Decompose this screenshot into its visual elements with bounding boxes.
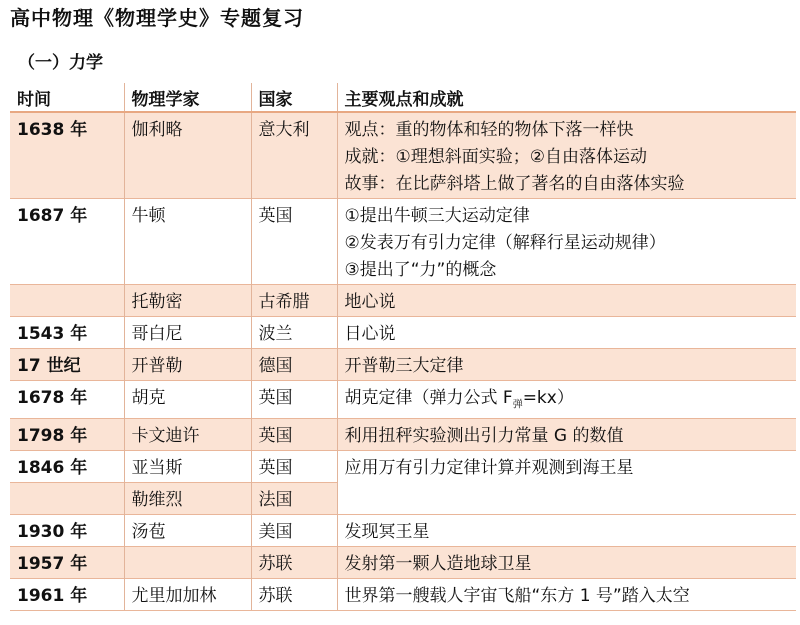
- country-cell: 古希腊: [251, 285, 337, 317]
- table-row: [10, 317, 796, 349]
- achievement-cell: 发射第一颗人造地球卫星: [337, 547, 796, 579]
- table-row: [10, 349, 796, 381]
- physics-history-table: [10, 83, 796, 611]
- year-cell: 1846 年: [10, 451, 124, 483]
- achievement-line: 观点：重的物体和轻的物体下落一样快: [344, 120, 634, 140]
- country-cell: 英国: [251, 451, 337, 483]
- year-cell: 1687 年: [10, 199, 124, 285]
- achievement-cell: 开普勒三大定律: [337, 349, 796, 381]
- country-cell: 苏联: [251, 579, 337, 611]
- year-cell: 1930 年: [10, 515, 124, 547]
- country-cell: 苏联: [251, 547, 337, 579]
- country-cell: 法国: [251, 483, 337, 515]
- year-cell: 1957 年: [10, 547, 124, 579]
- physicist-cell: 托勒密: [124, 285, 251, 317]
- country-cell: 英国: [251, 381, 337, 419]
- achievement-cell: 世界第一艘载人宇宙飞船“东方 1 号”踏入太空: [337, 579, 796, 611]
- achievement-cell: 日心说: [337, 317, 796, 349]
- table-row: [10, 547, 796, 579]
- country-cell: 德国: [251, 349, 337, 381]
- year-cell: 1961 年: [10, 579, 124, 611]
- year-cell: 1638 年: [10, 112, 124, 199]
- physicist-cell: 亚当斯: [124, 451, 251, 483]
- year-cell: [10, 483, 124, 515]
- table-row: [10, 451, 796, 483]
- achievement-cell: 地心说: [337, 285, 796, 317]
- physicist-cell: 开普勒: [124, 349, 251, 381]
- hooke-law-text: 胡克定律（弹力公式 F: [344, 388, 513, 408]
- physicist-cell: 胡克: [124, 381, 251, 419]
- physicist-cell: 勒维烈: [124, 483, 251, 515]
- header-country: 国家: [251, 83, 337, 112]
- achievement-cell: [337, 199, 796, 285]
- table-row: [10, 112, 796, 199]
- header-physicist: 物理学家: [124, 83, 251, 112]
- table-header-row: [10, 83, 796, 112]
- header-time: 时间: [10, 83, 124, 112]
- achievement-cell: 应用万有引力定律计算并观测到海王星: [337, 451, 796, 515]
- physicist-cell: 牛顿: [124, 199, 251, 285]
- physicist-cell: 汤苞: [124, 515, 251, 547]
- achievement-line: ①提出牛顿三大运动定律: [344, 206, 530, 226]
- achievement-cell: [337, 112, 796, 199]
- physicist-cell: 尤里加加林: [124, 579, 251, 611]
- elastic-subscript: 弹: [512, 399, 523, 411]
- physicist-cell: 哥白尼: [124, 317, 251, 349]
- physicist-cell: [124, 547, 251, 579]
- achievement-cell: 发现冥王星: [337, 515, 796, 547]
- table-row: [10, 199, 796, 285]
- table-row: [10, 381, 796, 419]
- table-row: [10, 579, 796, 611]
- country-cell: 美国: [251, 515, 337, 547]
- year-cell: 1798 年: [10, 419, 124, 451]
- physicist-cell: 伽利略: [124, 112, 251, 199]
- physicist-cell: 卡文迪许: [124, 419, 251, 451]
- page-title: 高中物理《物理学史》专题复习: [10, 6, 304, 30]
- table-row: [10, 419, 796, 451]
- country-cell: 英国: [251, 419, 337, 451]
- year-cell: 17 世纪: [10, 349, 124, 381]
- section-heading: （一）力学: [18, 53, 103, 73]
- achievement-cell: [337, 381, 796, 419]
- country-cell: 波兰: [251, 317, 337, 349]
- country-cell: 英国: [251, 199, 337, 285]
- achievement-line: 故事：在比萨斜塔上做了著名的自由落体实验: [344, 174, 685, 194]
- header-achievements: 主要观点和成就: [337, 83, 796, 112]
- country-cell: 意大利: [251, 112, 337, 199]
- year-cell: [10, 285, 124, 317]
- hooke-law-formula: =kx）: [522, 388, 574, 408]
- achievement-line: 成就：①理想斜面实验；②自由落体运动: [344, 147, 647, 167]
- achievement-line: ②发表万有引力定律（解释行星运动规律）: [344, 233, 666, 253]
- table-row: [10, 285, 796, 317]
- achievement-line: ③提出了“力”的概念: [344, 260, 497, 280]
- year-cell: 1543 年: [10, 317, 124, 349]
- table-row: [10, 515, 796, 547]
- achievement-cell: 利用扭秤实验测出引力常量 G 的数值: [337, 419, 796, 451]
- year-cell: 1678 年: [10, 381, 124, 419]
